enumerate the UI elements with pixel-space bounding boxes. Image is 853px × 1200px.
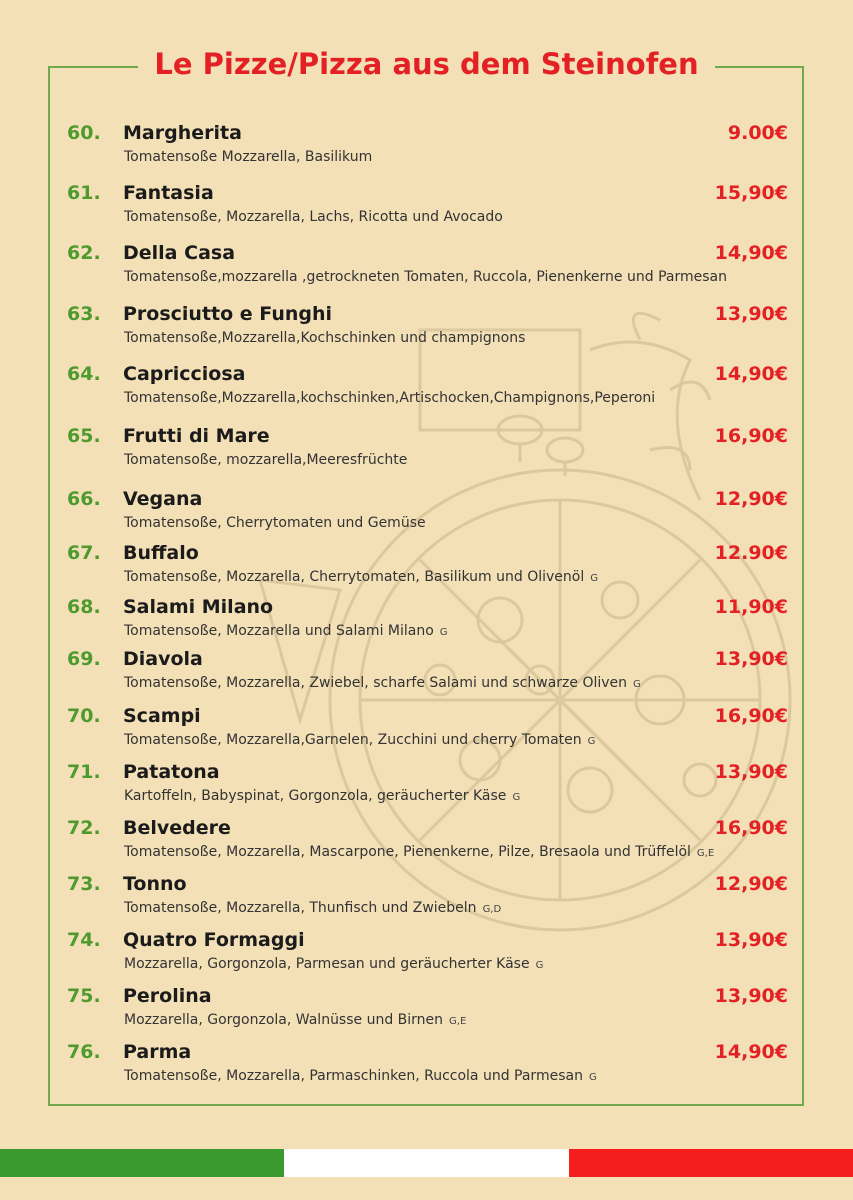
flag-red-stripe [569,1149,853,1177]
item-number: 61. [67,182,101,204]
item-name: Della Casa [123,242,236,264]
item-description [124,514,432,534]
item-price: 12,90€ [714,488,788,510]
item-number: 72. [67,817,101,839]
menu-item [0,594,853,650]
item-allergen: G [512,792,521,803]
item-number: 64. [67,363,101,385]
item-allergen: G [535,960,544,971]
menu-title-text: Le Pizze/Pizza aus dem Steinofen [138,47,714,81]
item-number: 74. [67,929,101,951]
item-price: 14,90€ [714,242,788,264]
item-description [124,329,531,349]
item-ingredients: Tomatensoße Mozzarella, Basilikum [124,149,373,165]
menu-item [0,927,853,983]
item-description [124,843,714,863]
item-price: 16,90€ [714,817,788,839]
item-allergen: G [633,679,641,690]
menu-item [0,180,853,236]
item-number: 67. [67,542,101,564]
item-price: 13,90€ [714,929,788,951]
menu-item [0,983,853,1039]
item-allergen: G,E [449,1016,467,1027]
item-name: Capricciosa [123,363,246,385]
item-number: 62. [67,242,101,264]
menu-item [0,540,853,596]
item-description [124,268,733,288]
item-name: Buffalo [123,542,199,564]
item-ingredients: Tomatensoße,Mozzarella,Kochschinken und champignons [124,330,526,346]
item-price: 16,90€ [714,425,788,447]
item-price: 9.00€ [727,122,788,144]
item-number: 69. [67,648,101,670]
menu-item [0,486,853,542]
item-ingredients: Tomatensoße, Mozzarella und Salami Milano [124,623,434,639]
item-allergen: G [588,1072,597,1083]
item-ingredients: Kartoffeln, Babyspinat, Gorgonzola, geräucherter Käse [124,788,507,804]
item-price: 15,90€ [714,182,788,204]
item-description [124,148,378,168]
item-description [124,674,641,694]
item-ingredients: Tomatensoße, Mozzarella, Parmaschinken, Ruccola und Parmesan [124,1068,583,1084]
item-price: 13,90€ [714,761,788,783]
menu-item [0,759,853,815]
item-number: 68. [67,596,101,618]
flag-white-stripe [284,1149,569,1177]
item-price: 16,90€ [714,705,788,727]
item-ingredients: Tomatensoße, Mozzarella,Garnelen, Zucchini und cherry Tomaten [124,732,582,748]
menu-item [0,815,853,871]
item-description [124,568,598,588]
item-number: 65. [67,425,101,447]
menu-item [0,703,853,759]
item-description [124,1067,597,1087]
item-name: Perolina [123,985,212,1007]
item-ingredients: Tomatensoße, Mozzarella, Thunfisch und Zwiebeln [124,900,477,916]
item-name: Patatona [123,761,220,783]
menu-item [0,240,853,296]
item-name: Parma [123,1041,192,1063]
item-name: Prosciutto e Funghi [123,303,333,325]
item-name: Frutti di Mare [123,425,270,447]
item-price: 13,90€ [714,985,788,1007]
item-name: Quatro Formaggi [123,929,305,951]
menu-item [0,301,853,357]
item-description [124,899,501,919]
item-name: Fantasia [123,182,214,204]
flag-green-stripe [0,1149,284,1177]
item-price: 14,90€ [714,363,788,385]
item-price: 13,90€ [714,303,788,325]
item-allergen: G,E [696,848,715,859]
item-description [124,731,595,751]
menu-item [0,361,853,417]
item-ingredients: Tomatensoße,Mozzarella,kochschinken,Artischocken,Champignons,Peperoni [124,390,656,406]
item-name: Margherita [123,122,242,144]
item-description [124,787,520,807]
item-name: Diavola [123,648,203,670]
item-ingredients: Mozzarella, Gorgonzola, Parmesan und geräucherter Käse [124,956,530,972]
item-ingredients: Mozzarella, Gorgonzola, Walnüsse und Birnen [124,1012,444,1028]
item-number: 73. [67,873,101,895]
item-number: 66. [67,488,101,510]
menu-item [0,120,853,176]
item-name: Belvedere [123,817,231,839]
item-description [124,1011,466,1031]
item-description [124,622,448,642]
item-allergen: G,D [482,904,502,915]
item-number: 70. [67,705,101,727]
item-number: 63. [67,303,101,325]
item-description [124,208,509,228]
item-ingredients: Tomatensoße, Mozzarella, Lachs, Ricotta und Avocado [124,209,503,225]
item-number: 76. [67,1041,101,1063]
item-price: 11,90€ [714,596,788,618]
item-number: 60. [67,122,101,144]
item-description [124,955,543,975]
item-description [124,451,413,471]
item-price: 13,90€ [714,648,788,670]
item-name: Scampi [123,705,201,727]
menu-item [0,871,853,927]
menu-title [0,42,853,86]
item-price: 12,90€ [714,873,788,895]
item-ingredients: Tomatensoße, Mozzarella, Mascarpone, Pienenkerne, Pilze, Bresaola und Trüffelöl [124,844,691,860]
item-name: Tonno [123,873,187,895]
menu-item [0,646,853,702]
item-ingredients: Tomatensoße, Mozzarella, Cherrytomaten, Basilikum und Olivenöl [124,569,585,585]
item-description [124,389,661,409]
item-ingredients: Tomatensoße, Mozzarella, Zwiebel, scharfe Salami und schwarze Oliven [124,675,628,691]
item-price: 12.90€ [714,542,788,564]
item-ingredients: Tomatensoße,mozzarella ,getrockneten Tomaten, Ruccola, Pienenkerne und Parmesan [124,269,727,285]
item-number: 71. [67,761,101,783]
item-name: Salami Milano [123,596,274,618]
item-ingredients: Tomatensoße, mozzarella,Meeresfrüchte [124,452,408,468]
item-allergen: G [590,573,598,584]
menu-item [0,423,853,479]
item-price: 14,90€ [714,1041,788,1063]
item-name: Vegana [123,488,203,510]
item-ingredients: Tomatensoße, Cherrytomaten und Gemüse [124,515,426,531]
item-number: 75. [67,985,101,1007]
menu-item [0,1039,853,1095]
item-allergen: G [439,627,448,638]
item-allergen: G [587,736,596,747]
